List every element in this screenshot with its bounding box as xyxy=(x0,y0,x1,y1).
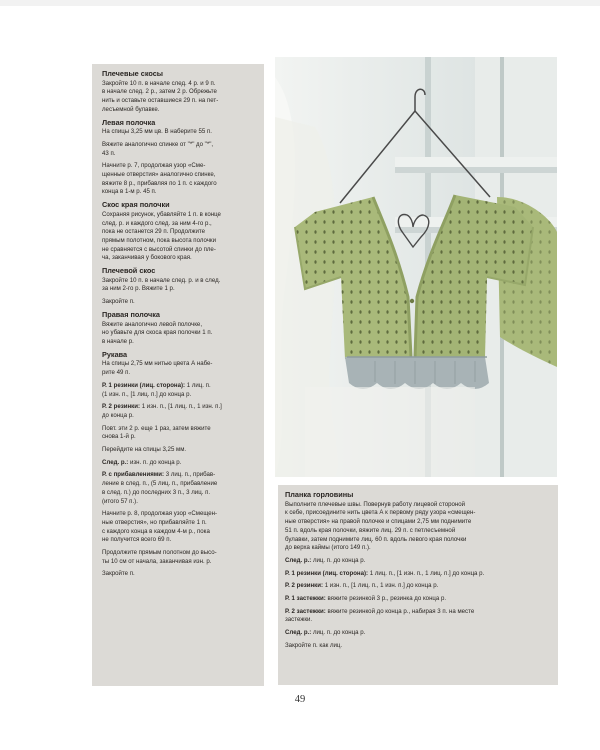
row-label: След. р.: xyxy=(102,458,129,466)
page-top-edge xyxy=(0,0,600,6)
instruction-line xyxy=(285,629,552,638)
row-text: Закройте п. xyxy=(102,570,135,578)
section-paragraph: Сохраняя рисунок, убавляйте 1 п. в конце след. р. и каждого след. за ним 4-го р., пока не останется 29 п. Продолжите прямым полотном, пока высота полочки не сравняется с высотой спинки до пле- ча, заканчивая у бокового края. xyxy=(102,210,221,262)
row-text: 3 лиц. п., прибав- ление в след. п., (5 лиц. п., прибавление в след. п.) до последних 3 п., 3 лиц. п. (итого 57 п.). xyxy=(102,471,218,505)
bolero-photo-illustration xyxy=(275,57,557,477)
section-paragraph: На спицы 2,75 мм нитью цвета А набе- рите 49 п. xyxy=(102,360,213,377)
row-text: вяжите резинкой 3 р., резинка до конца р. xyxy=(325,595,447,603)
row-label: Р. 2 застежки: xyxy=(285,607,326,615)
row-text: Начните р. 8, продолжая узор «Смещен- ные отверстия», но прибавляйте 1 п. с каждого конца в каждом 4-м р., пока не получится всего 69 п. xyxy=(102,510,218,544)
row-label: Р. 2 резинки: xyxy=(102,403,141,411)
section-heading: Плечевой скос xyxy=(102,266,156,276)
row-text: 1 изн. п., [1 лиц. п., 1 изн. п.] до конца р. xyxy=(323,582,439,590)
section-paragraph: Начните р. 7, продолжая узор «Сме- щенные отверстия» аналогично спинке, вяжите 8 р., прибавляя по 1 п. с каждого конца в 1-м р. 45 п. xyxy=(102,162,217,196)
row-label: Р. с прибавлениями: xyxy=(102,471,165,479)
instruction-line xyxy=(102,549,260,566)
row-text: 1 изн. п., [1 лиц. п., 1 изн. п.] до конца р. xyxy=(102,403,222,419)
section-heading: Планка горловины xyxy=(285,490,354,499)
section-heading: Правая полочка xyxy=(102,309,160,319)
section-paragraph: Выполните плечевые швы. Повернув работу лицевой стороной к себе, присоедините нить цвета А к первому ряду узора «смещен- ные отверстия» на правой полочке и спицами 2,75 мм поднимите 51 п. вдоль края полочки, вяжите лиц. 29 п. с петлесъемной булавки, затем поднимите лиц. 60 п. вдоль левого края полочки до верха каймы (итого 149 п.). xyxy=(285,500,476,552)
section-paragraph: Закройте п. xyxy=(102,298,135,306)
instruction-line xyxy=(102,446,260,455)
left-column-text xyxy=(102,70,260,583)
row-text: Перейдите на спицы 3,25 мм. xyxy=(102,446,187,454)
row-text: Повт. эти 2 р. еще 1 раз, затем вяжите снова 1-й р. xyxy=(102,424,211,441)
section-paragraph: Вяжите аналогично левой полочке, но убавьте для скоса края полочки 1 п. в начале р. xyxy=(102,320,213,345)
row-label: След. р.: xyxy=(285,556,312,564)
row-text: изн. п. до конца р. xyxy=(128,458,182,466)
row-label: Р. 1 застежки: xyxy=(285,595,326,603)
instruction-line xyxy=(285,582,552,591)
instruction-line xyxy=(102,403,260,420)
section-paragraph: На спицы 3,25 мм цв. В наберите 55 п. xyxy=(102,128,212,136)
instruction-line xyxy=(102,459,260,468)
section-paragraph: Вяжите аналогично спинке от "*" до "*", 43 п. xyxy=(102,140,214,157)
row-text: лиц. п. до конца р. xyxy=(311,556,366,564)
instruction-line xyxy=(285,608,552,625)
instruction-line xyxy=(102,382,260,399)
section-heading: Плечевые скосы xyxy=(102,69,164,78)
section-paragraph: Закройте 10 п. в начале след. р. и в след. за ним 2-го р. Вяжите 1 р. xyxy=(102,276,221,293)
instruction-line xyxy=(285,595,552,604)
instruction-line xyxy=(102,471,260,506)
row-text: вяжите резинкой до конца р., набирая 3 п. на месте застежки. xyxy=(285,607,475,624)
page-number: 49 xyxy=(294,694,306,705)
section-heading: Рукава xyxy=(102,349,128,359)
row-label: Р. 2 резинки: xyxy=(285,582,324,590)
row-text: лиц. п. до конца р. xyxy=(311,629,366,637)
row-label: Р. 1 резинки (лиц. сторона): xyxy=(285,569,369,577)
instruction-line xyxy=(102,510,260,545)
photo-knitted-bolero xyxy=(275,57,557,477)
instruction-line xyxy=(285,642,552,651)
right-column-text xyxy=(285,491,552,655)
section-heading: Левая полочка xyxy=(102,117,156,127)
instruction-line xyxy=(102,570,260,579)
instruction-line xyxy=(285,557,552,566)
row-text: 1 лиц. п., [1 изн. п., 1 лиц. п.] до конца р. xyxy=(368,569,485,577)
row-text: Закройте п. как лиц. xyxy=(285,641,343,649)
instruction-line xyxy=(102,425,260,442)
section-heading: Скос края полочки xyxy=(102,200,170,210)
row-text: Продолжите прямым полотном до высо- ты 10 см от начала, заканчивая изн. р. xyxy=(102,549,217,565)
instruction-line xyxy=(285,570,552,579)
section-paragraph: Закройте 10 п. в начале след. 4 р. и 9 п. в начале след. 2 р., затем 2 р. Обрежьте нить и оставьте оставшиеся 29 п. на пет- лесъемной булавке. xyxy=(102,79,219,113)
row-text: 1 лиц. п. (1 изн. п., [1 лиц. п.] до конца р. xyxy=(102,381,211,398)
row-label: Р. 1 резинки (лиц. сторона): xyxy=(102,381,186,389)
row-label: След. р.: xyxy=(285,629,312,637)
